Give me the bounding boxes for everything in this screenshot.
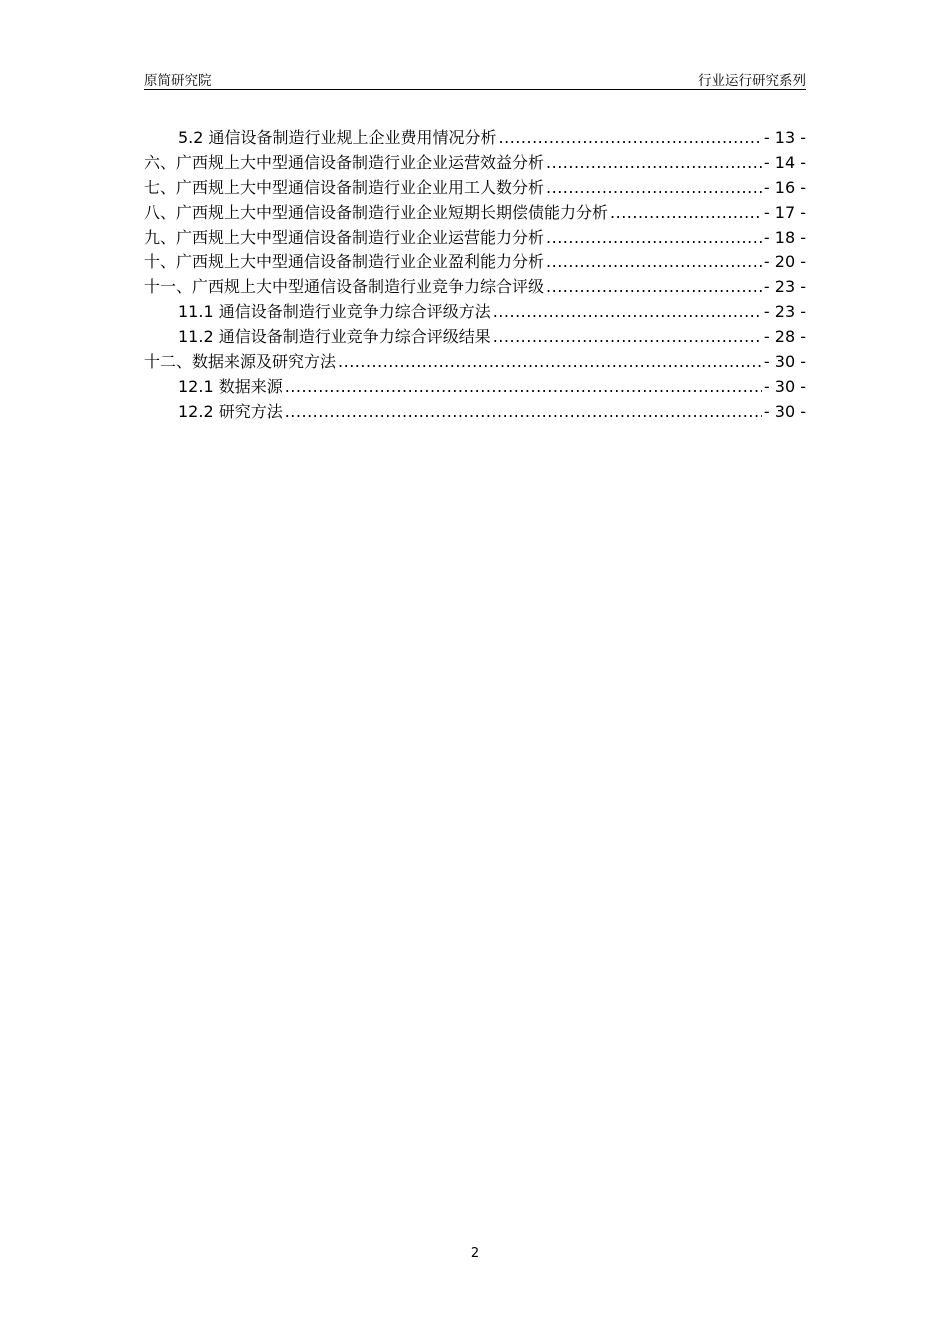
toc-entry[interactable] [144,126,806,151]
toc-entry-page: - 30 - [763,376,806,396]
toc-entry-page: - 23 - [763,277,806,297]
toc-entry-title: 九、广西规上大中型通信设备制造行业企业运营能力分析 [144,227,545,247]
toc-entry-page: - 13 - [763,128,806,147]
toc-dot-leader [493,300,762,325]
toc-dot-leader [499,126,762,151]
toc-entry-title: 十二、数据来源及研究方法 [144,352,337,372]
toc-dot-leader [285,400,762,425]
toc-dot-leader [546,151,762,176]
toc-entry[interactable] [144,275,806,300]
toc-dot-leader [546,176,762,201]
page-footer [0,1246,950,1261]
toc-dot-leader [338,350,762,375]
toc-dot-leader [610,201,762,226]
toc-entry[interactable] [144,226,806,251]
table-of-contents [144,126,806,425]
toc-dot-leader [546,250,762,275]
toc-entry-title: 11.2 通信设备制造行业竞争力综合评级结果 [178,327,491,347]
toc-entry[interactable] [144,201,806,226]
toc-entry-title: 十一、广西规上大中型通信设备制造行业竞争力综合评级 [144,277,545,297]
toc-entry-title: 11.1 通信设备制造行业竞争力综合评级方法 [178,302,491,322]
page-number: 2 [470,1246,480,1261]
toc-entry[interactable] [144,400,806,425]
toc-entry-page: - 18 - [763,227,806,247]
toc-entry-page: - 20 - [763,252,806,272]
toc-entry[interactable] [144,375,806,400]
toc-dot-leader [493,325,762,350]
toc-entry-title: 八、广西规上大中型通信设备制造行业企业短期长期偿债能力分析 [144,202,609,222]
toc-entry-title: 六、广西规上大中型通信设备制造行业企业运营效益分析 [144,152,545,172]
toc-entry-page: - 30 - [763,352,806,372]
toc-entry-title: 5.2 通信设备制造行业规上企业费用情况分析 [178,128,497,147]
toc-entry[interactable] [144,325,806,350]
toc-entry-page: - 16 - [763,177,806,197]
toc-entry-page: - 30 - [763,401,806,421]
toc-entry-page: - 28 - [763,327,806,347]
toc-entry[interactable] [144,350,806,375]
header-organization: 原简研究院 [144,73,212,89]
toc-entry[interactable] [144,176,806,201]
toc-dot-leader [285,375,762,400]
toc-entry-title: 12.2 研究方法 [178,401,283,421]
toc-entry[interactable] [144,300,806,325]
page-header [144,66,806,90]
toc-entry-title: 七、广西规上大中型通信设备制造行业企业用工人数分析 [144,177,545,197]
toc-entry-page: - 14 - [763,152,806,172]
toc-dot-leader [546,226,762,251]
toc-entry-page: - 17 - [763,202,806,222]
header-series: 行业运行研究系列 [698,73,806,89]
toc-entry[interactable] [144,250,806,275]
toc-entry-page: - 23 - [763,302,806,322]
toc-dot-leader [546,275,762,300]
toc-entry-title: 十、广西规上大中型通信设备制造行业企业盈利能力分析 [144,252,545,272]
toc-entry[interactable] [144,151,806,176]
toc-entry-title: 12.1 数据来源 [178,376,283,396]
